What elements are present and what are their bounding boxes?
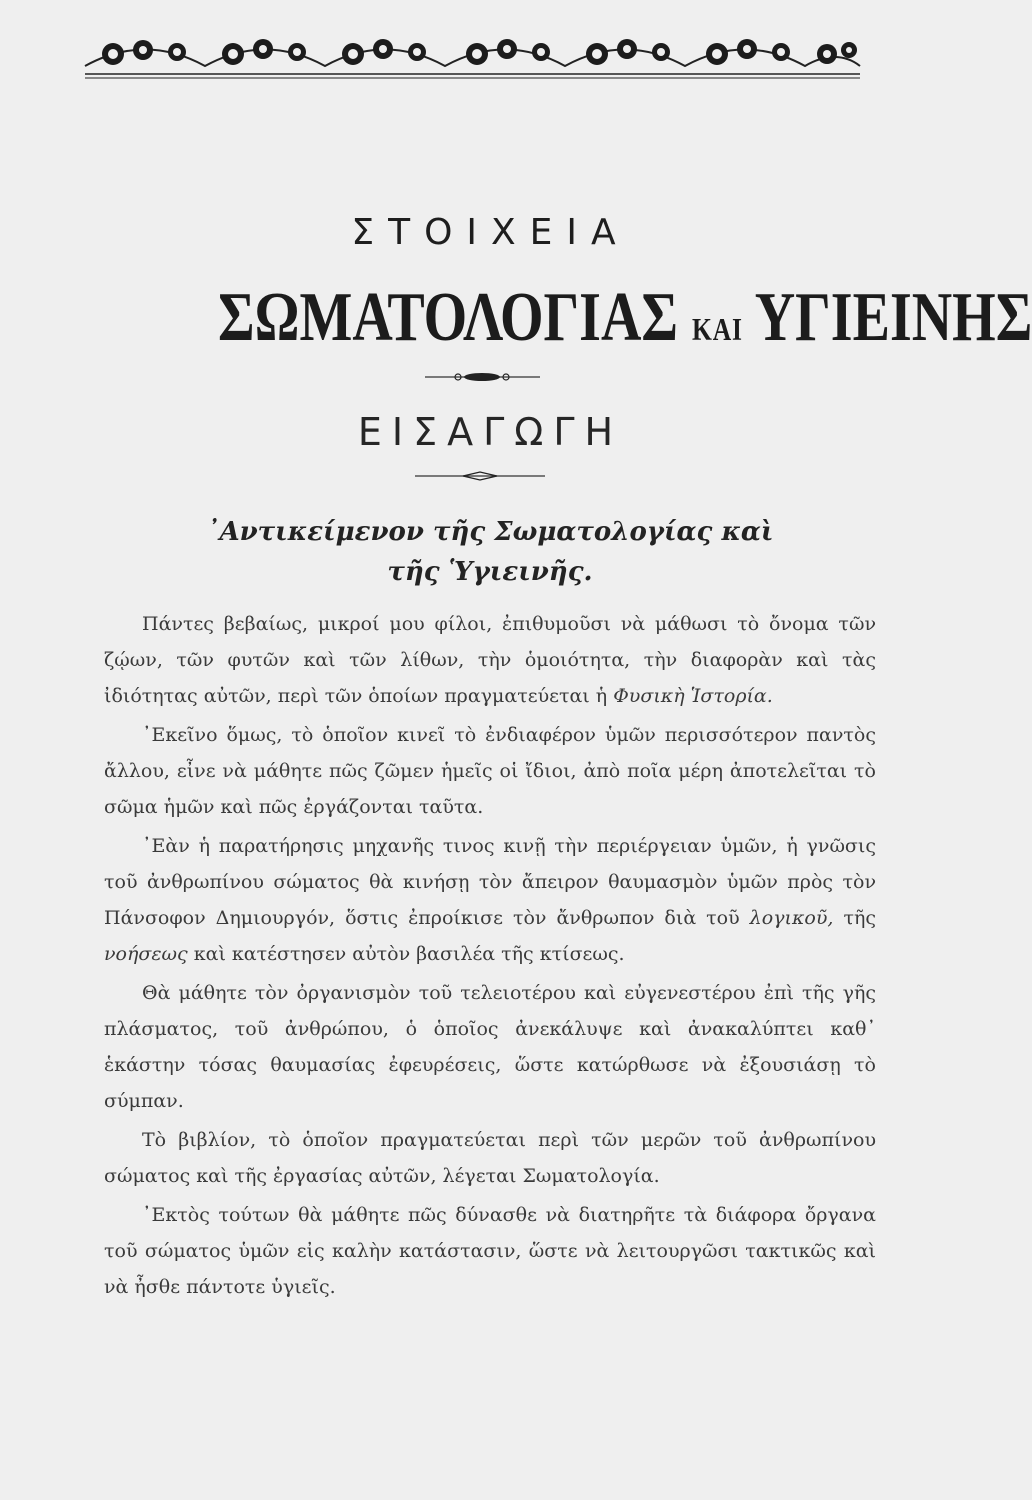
title-word-kai: ΚΑΙ [692,311,743,347]
paragraph-3-italic-noiseos: νοήσεως [104,943,188,965]
body-text [104,606,876,1308]
title-line-1: ΣΤΟΙΧΕΙΑ [351,212,630,253]
subtitle-line-2: τῆς Ὑγιεινῆς. [387,557,593,587]
subtitle-line-1: ᾿Αντικείμενον τῆς Σωματολογίας καὶ [206,517,774,547]
title-line-2 [218,278,1032,369]
paragraph-1-text: Πάντες βεβαίως, μικροί μου φίλοι, ἐπιθυμοῦσι νὰ μάθωσι τὸ ὄνομα τῶν ζῴων, τῶν φυτῶν καὶ τῶν λίθων, τὴν ὁμοιότητα, τὴν διαφορὰν καὶ τὰς ἰδιότητας αὐτῶν, περὶ τῶν ὁποίων πραγματεύεται ἡ [104,613,876,707]
paragraph-3 [104,828,876,972]
paragraph-2: ᾿Εκεῖνο ὅμως, τὸ ὁποῖον κινεῖ τὸ ἐνδιαφέρον ὑμῶν περισσότερον παντὸς ἄλλου, εἶνε νὰ μάθητε πῶς ζῶμεν ἡμεῖς οἱ ἴδιοι, ἀπὸ ποῖα μέρη ἀποτελεῖται τὸ σῶμα ἡμῶν καὶ πῶς ἐργάζονται ταῦτα. [104,724,876,818]
decorative-header-ornament [85,24,860,80]
section-divider [415,470,545,482]
paragraph-3-text-e: καὶ κατέστησεν αὐτὸν βασιλέα τῆς κτίσεως. [193,943,625,965]
paragraph-4: Θὰ μάθητε τὸν ὀργανισμὸν τοῦ τελειοτέρου καὶ εὐγενεστέρου ἐπὶ τῆς γῆς πλάσματος, τοῦ ἀνθρώπου, ὁ ὁποῖος ἀνεκάλυψε καὶ ἀνακαλύπτει καθ᾿ ἑκάστην τόσας θαυμασίας ἐφευρέσεις, ὥστε κατώρθωσε νὰ ἐξουσιάσῃ τὸ σύμπαν. [104,982,876,1112]
ornamental-divider [425,370,540,384]
title-word-somatologias: ΣΩΜΑΤΟΛΟΓΙΑΣ [218,279,679,356]
section-heading: ΕΙΣΑΓΩΓΗ [357,410,624,454]
paragraph-3-text-a: ᾿Εὰν ἡ παρατήρησις μηχανῆς τινος κινῇ τὴν περιέργειαν ὑμῶν, ἡ γνῶσις τοῦ ἀνθρωπίνου σώματος θὰ κινήσῃ τὸν ἄπειρον θαυμασμὸν ὑμῶν πρὸς τὸν Πάνσοφον Δημιουργόν, ὅστις ἐπροίκισε τὸν ἄνθρωπον διὰ τοῦ [104,835,876,929]
paragraph-6: ᾿Εκτὸς τούτων θὰ μάθητε πῶς δύνασθε νὰ διατηρῆτε τὰ διάφορα ὄργανα τοῦ σώματος ὑμῶν εἰς καλὴν κατάστασιν, ὥστε νὰ λειτουργῶσι τακτικῶς καὶ νὰ ἦσθε πάντοτε ὑγιεῖς. [104,1204,876,1298]
title-word-ygieinis: ΥΓΙΕΙΝΗΣ [754,279,1032,356]
section-subtitle [150,512,830,592]
paragraph-1 [104,606,876,714]
paragraph-5: Τὸ βιβλίον, τὸ ὁποῖον πραγματεύεται περὶ τῶν μερῶν τοῦ ἀνθρωπίνου σώματος καὶ τῆς ἐργασίας αὐτῶν, λέγεται Σωματολογία. [104,1129,876,1187]
paragraph-1-italic: Φυσικὴ Ἱστορία. [613,685,773,707]
paragraph-3-italic-logikou: λογικοῦ, [749,907,834,929]
paragraph-3-text-c: τῆς [843,907,876,929]
